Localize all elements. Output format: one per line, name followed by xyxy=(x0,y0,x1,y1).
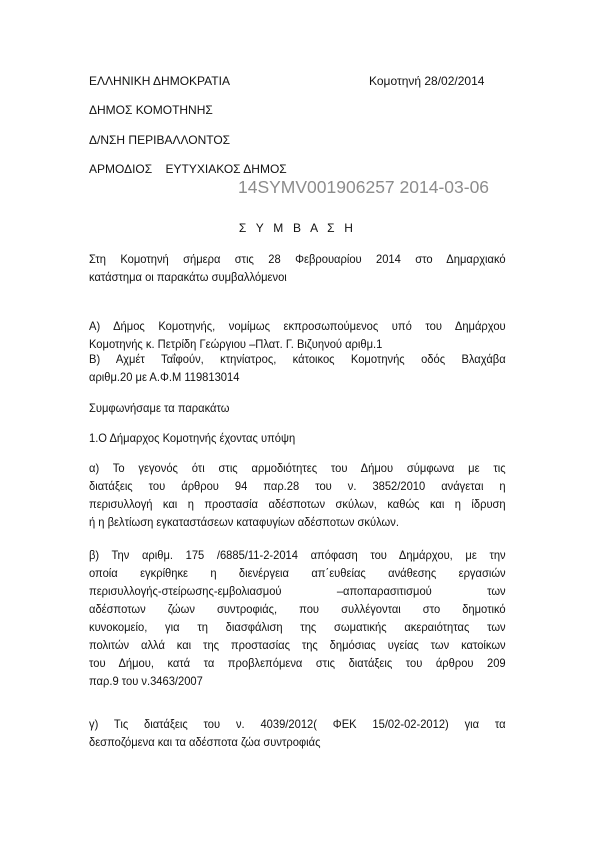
clause-b-line: κυνοκομείο, για τη διασφάλιση της σωματικής ακεραιότητας των xyxy=(89,620,506,634)
party-b-paragraph xyxy=(89,350,506,386)
document-title: Σ Υ Μ Β Α Σ Η xyxy=(238,221,357,235)
intro-line: κατάστημα οι παρακάτω συμβαλλόμενοι xyxy=(89,270,287,284)
ada-stamp: 14SYMV001906257 2014-03-06 xyxy=(238,177,490,197)
item-1-heading: 1.Ο Δήμαρχος Κομοτηνής έχοντας υπόψη xyxy=(89,431,296,445)
clause-b-line: οποία εγκρίθηκε η διενέργεια απ΄ευθείας ανάθεσης εργασιών xyxy=(89,566,506,580)
clause-c-paragraph xyxy=(89,715,506,751)
header-responsible: ΑΡΜΟΔΙΟΣ ΕΥΤΥΧΙΑΚΟΣ ΔΗΜΟΣ xyxy=(89,162,287,176)
clause-a-line: διατάξεις του άρθρου 94 παρ.28 του ν. 3852/2010 ανάγεται η xyxy=(89,479,506,493)
intro-paragraph xyxy=(89,250,506,286)
party-a-paragraph xyxy=(89,317,506,353)
clause-c-line: γ) Τις διατάξεις του ν. 4039/2012( ΦΕΚ 15/02-02-2012) για τα xyxy=(89,717,506,731)
clause-a-line: α) Το γεγονός ότι στις αρμοδιότητες του Δήμου σύμφωνα με τις xyxy=(89,461,506,475)
clause-a-paragraph xyxy=(89,459,506,531)
clause-b-line: περισυλλογής-στείρωσης-εμβολιασμού –αποπαρασιτισμού των xyxy=(89,584,506,598)
header-place-date: Κομοτηνή 28/02/2014 xyxy=(369,74,485,88)
clause-b-line: πολιτών αλλά και της προστασίας της δημόσιας υγείας των κατοίκων xyxy=(89,638,506,652)
party-b-line: αριθμ.20 με Α.Φ.Μ 119813014 xyxy=(89,370,240,384)
party-a-line: Κομοτηνής κ. Πετρίδη Γεώργιου –Πλατ. Γ. Βιζυηνού αριθμ.1 xyxy=(89,337,383,351)
intro-line: Στη Κομοτηνή σήμερα στις 28 Φεβρουαρίου 2014 στο Δημαρχιακό xyxy=(89,252,506,266)
header-municipality: ΔΗΜΟΣ ΚΟΜΟΤΗΝΗΣ xyxy=(89,103,213,117)
clause-c-line: δεσποζόμενα και τα αδέσποτα ζώα συντροφιάς xyxy=(89,735,321,749)
header-republic: ΕΛΛΗΝΙΚΗ ΔΗΜΟΚΡΑΤΙΑ xyxy=(89,74,230,88)
clause-b-paragraph xyxy=(89,546,506,690)
party-a-line: Α) Δήμος Κομοτηνής, νομίμως εκπροσωπούμενος υπό του Δημάρχου xyxy=(89,319,506,333)
clause-b-line: αδέσποτων ζώων συντροφιάς, που συλλέγονται στο δημοτικό xyxy=(89,602,506,616)
header-directorate: Δ/ΝΣΗ ΠΕΡΙΒΑΛΛΟΝΤΟΣ xyxy=(89,133,231,147)
party-b-line: Β) Αχμέτ Ταΐφούν, κτηνίατρος, κάτοικος Κομοτηνής οδός Βλαχάβα xyxy=(89,352,506,366)
agreed-heading: Συμφωνήσαμε τα παρακάτω xyxy=(89,401,230,415)
clause-a-line: ή η βελτίωση εγκαταστάσεων καταφυγίων αδέσποτων σκύλων. xyxy=(89,515,399,529)
clause-b-line: του Δήμου, κατά τα προβλεπόμενα στις διατάξεις του άρθρου 209 xyxy=(89,656,506,670)
clause-b-line: β) Την αριθμ. 175 /6885/11-2-2014 απόφαση του Δημάρχου, με την xyxy=(89,548,506,562)
clause-b-line: παρ.9 του ν.3463/2007 xyxy=(89,674,203,688)
clause-a-line: περισυλλογή και η προστασία αδέσποτων σκύλων, καθώς και η ίδρυση xyxy=(89,497,506,511)
